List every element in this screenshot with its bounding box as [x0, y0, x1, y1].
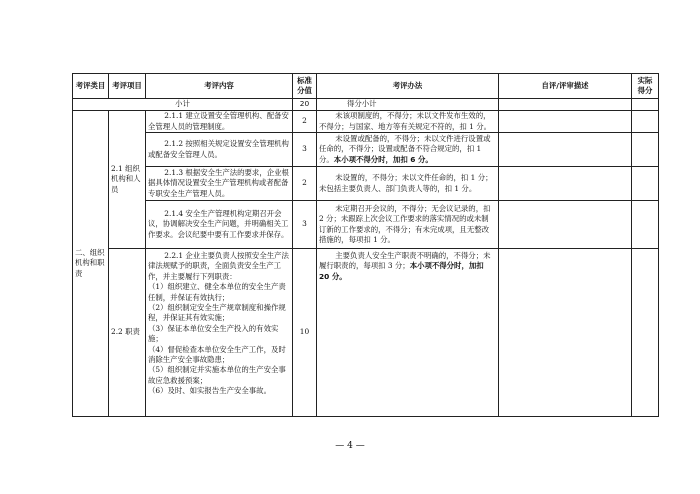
actual-score-cell — [632, 249, 659, 417]
score-2-1-1: 2 — [293, 111, 317, 133]
category-cell: 二、组织机构和职责 — [73, 111, 109, 417]
method-2-1-4: 未定期召开会议的，不得分；无会议记录的，扣 2 分；未跟踪上次会议工作要求的落实情况的或未制订新的工作要求的，不得分；有未完成项，且无整改措施的，每项扣 1 分。 — [317, 201, 499, 249]
method-2-1-2-bold: 本小项不得分时，加扣 6 分。 — [333, 154, 433, 164]
method-2-2-1 — [317, 249, 499, 417]
score-2-1-3: 2 — [293, 167, 317, 201]
header-standard-score: 标准分值 — [293, 74, 317, 99]
self-eval-cell — [499, 133, 632, 167]
method-2-2-1-bold: 本小项不得分时，加扣 20 分。 — [319, 261, 484, 281]
self-eval-cell — [499, 201, 632, 249]
self-eval-cell — [499, 249, 632, 417]
actual-score-cell — [632, 133, 659, 167]
method-2-2-1-text: 主要负责人安全生产职责不明确的，不得分；未履行职责的，每项扣 3 分； — [319, 251, 491, 271]
method-2-1-2 — [317, 133, 499, 167]
subtotal-method-text: 得分小计 — [347, 99, 377, 109]
content-2-2-1-item: （5）组织制定并实施本单位的生产安全事故应急救援预案； — [148, 365, 286, 385]
header-content: 考评内容 — [146, 74, 293, 99]
score-2-1-2: 3 — [293, 133, 317, 167]
content-2-1-1: 2.1.1 建立设置安全管理机构、配备安全管理人员的管理制度。 — [146, 111, 293, 133]
method-2-1-3: 未设置的，不得分；未以文件任命的，扣 1 分；未包括主要负责人、部门负责人等的，扣 1 分。 — [317, 167, 499, 201]
method-2-1-1: 未该项制度的，不得分；未以文件发布生效的，不得分；与国家、地方等有关规定不符的，扣 1 分。 — [317, 111, 499, 133]
content-2-2-1-item: （2）组织制定安全生产规章制度和操作规程，并保证其有效实施； — [148, 303, 286, 323]
content-2-1-2: 2.1.2 按照相关规定设置安全管理机构或配备安全管理人员。 — [146, 133, 293, 167]
header-method: 考评办法 — [317, 74, 499, 99]
page-number: — 4 — — [335, 441, 365, 451]
content-2-2-1-intro: 2.2.1 企业主要负责人按照安全生产法律法规赋予的职责，全面负责安全生产工作，并主要履行下列职责： — [148, 251, 289, 281]
actual-score-cell — [632, 111, 659, 133]
self-eval-cell — [499, 167, 632, 201]
item-cell-2-1: 2.1 组织机构和人员 — [109, 111, 146, 249]
content-2-2-1-item: （1）组织建立、健全本单位的安全生产责任制，并保证有效执行； — [148, 282, 286, 302]
subtotal-label: 小计 — [73, 99, 293, 111]
header-category: 考评类目 — [73, 74, 109, 99]
subtotal-actual — [632, 99, 659, 111]
evaluation-table — [72, 73, 659, 417]
content-2-1-3: 2.1.3 根据安全生产法的要求，企业根据具体情况设置安全生产管理机构或者配备专职安全生产管理人员。 — [146, 167, 293, 201]
table-row — [73, 249, 659, 417]
content-2-2-1 — [146, 249, 293, 417]
subtotal-method — [317, 99, 499, 111]
table-row — [73, 167, 659, 201]
method-2-1-2-text: 未设置或配备的，不得分；未以文件进行设置或任命的，不得分；设置或配备不符合规定的，扣 1 分。 — [319, 133, 491, 164]
header-actual-score: 实际得分 — [632, 74, 659, 99]
table-row — [73, 111, 659, 133]
score-2-1-4: 3 — [293, 201, 317, 249]
self-eval-cell — [499, 111, 632, 133]
score-2-2-1: 10 — [293, 249, 317, 417]
header-self-eval: 自评/评审描述 — [499, 74, 632, 99]
subtotal-self-eval — [499, 99, 632, 111]
header-item: 考评项目 — [109, 74, 146, 99]
table-row — [73, 201, 659, 249]
subtotal-row — [73, 99, 659, 111]
item-cell-2-2: 2.2 职责 — [109, 249, 146, 417]
content-2-1-4: 2.1.4 安全生产管理机构定期召开会议，协调解决安全生产问题，并明确相关工作要求。会议纪要中要有工作要求并保存。 — [146, 201, 293, 249]
table-row — [73, 133, 659, 167]
content-2-2-1-item: （6）及时、如实报告生产安全事故。 — [148, 386, 271, 396]
actual-score-cell — [632, 201, 659, 249]
actual-score-cell — [632, 167, 659, 201]
subtotal-score: 20 — [293, 99, 317, 111]
content-2-2-1-item: （3）保证本单位安全生产投入的有效实施； — [148, 323, 279, 344]
content-2-2-1-item: （4）督促检查本单位安全生产工作，及时消除生产安全事故隐患； — [148, 344, 286, 365]
header-row — [73, 74, 659, 99]
